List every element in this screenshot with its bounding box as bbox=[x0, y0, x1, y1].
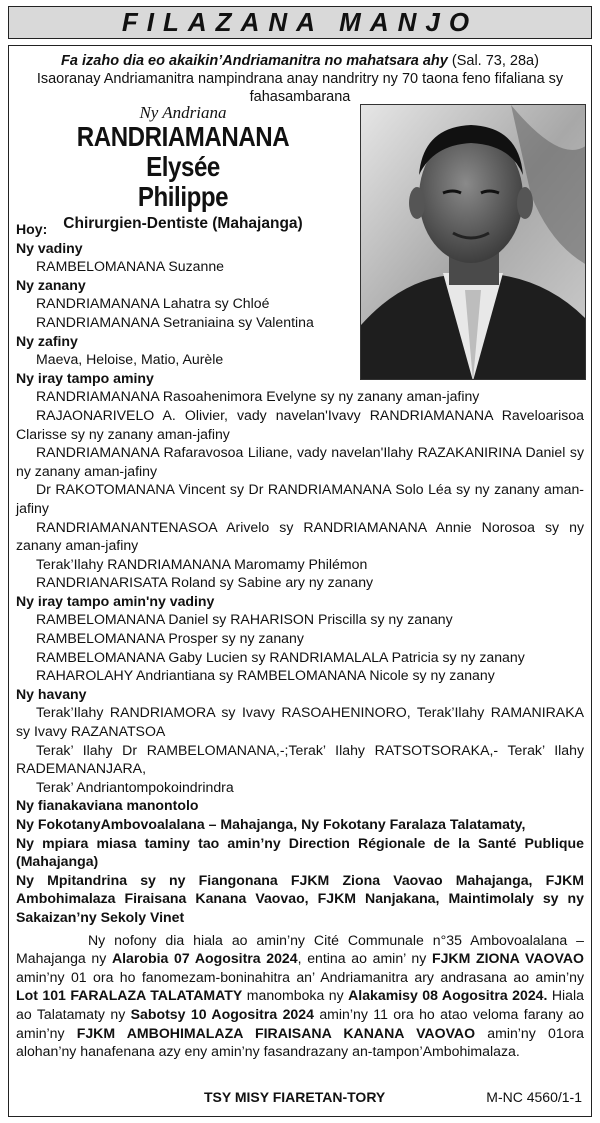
list-item: RAHAROLAHY Andriantiana sy RAMBELOMANANA Nicole sy ny zanany bbox=[36, 667, 495, 684]
havany-heading: Ny havany bbox=[16, 685, 87, 702]
funeral-text: Ny nofony dia hiala ao amin’ny Cité Communale n°35 Ambovoalalana – Mahajanga ny bbox=[16, 931, 584, 967]
footer bbox=[14, 1089, 586, 1109]
funeral-text: Hiala ao Talatamaty ny bbox=[16, 987, 584, 1022]
list-item: Dr RAKOTOMANANA Vincent sy Dr RANDRIAMANANA Solo Léa sy ny zanany aman-jafiny bbox=[16, 481, 584, 516]
reference-code: M-NC 4560/1-1 bbox=[486, 1089, 582, 1105]
list-item: RAJAONARIVELO A. Olivier, vady navelan'Ivavy RANDRIAMANANA Raveloarisoa Clarisse sy ny zanany aman-jafiny bbox=[16, 406, 584, 442]
funeral-text: amin’ny 01ora alohan’ny hanafenana azy eny amin’ny fasandrazany an-tampon’Ambohimalaza. bbox=[16, 1024, 585, 1060]
intro: Hoy: bbox=[16, 221, 48, 237]
header-banner bbox=[8, 6, 592, 39]
funeral-text: amin’ny 11 ora ho atao veloma farany ao amin’ny bbox=[16, 1005, 585, 1041]
funeral-text: manomboka ny bbox=[242, 987, 349, 1004]
other-mourner: Ny mpiara miasa taminy tao amin’ny Direction Régionale de la Santé Publique (Mahajanga) bbox=[16, 834, 584, 870]
funeral-details bbox=[16, 931, 584, 1061]
verse-block bbox=[14, 52, 586, 106]
list-item: RANDRIAMANANA Rasoahenimora Evelyne sy ny zanany aman-jafiny bbox=[36, 388, 480, 405]
verse-quote: Fa izaho dia eo akaikin’Andriamanitra no mahatsara ahy bbox=[61, 53, 448, 69]
funeral-date-2: Alakamisy 08 Aogositra 2024. bbox=[348, 987, 548, 1004]
list-item: Maeva, Heloise, Matio, Aurèle bbox=[36, 351, 224, 368]
funeral-text: , entina ao amin’ ny bbox=[297, 950, 432, 967]
zanany-heading: Ny zanany bbox=[16, 276, 86, 293]
fianakaviana: Ny fianakaviana manontolo bbox=[16, 797, 199, 814]
verse-reference: (Sal. 73, 28a) bbox=[451, 53, 539, 69]
zafiny-heading: Ny zafiny bbox=[16, 332, 78, 349]
funeral-lot: Lot 101 FARALAZA TALATAMATY bbox=[16, 987, 243, 1004]
list-item: Terak’Ilahy RANDRIAMANANA Maromamy Philémon bbox=[36, 555, 368, 572]
list-item: RANDRIAMANANTENASOA Arivelo sy RANDRIAMANANA Annie Norosoa sy ny zanany aman-jafiny bbox=[16, 518, 584, 554]
other-mourner: Ny Mpitandrina sy ny Fiangonana FJKM Ziona Vaovao Mahajanga, FJKM Ambohimalaza Firaisana Kanana Vaovao, FJKM Nanjakana, Maintimolaly sy ny Sakaizan’ny Sekoly Vinet bbox=[16, 871, 584, 925]
verse-line bbox=[14, 52, 586, 70]
funeral-date-1: Alarobia 07 Aogositra 2024 bbox=[111, 950, 298, 967]
deceased-title bbox=[14, 104, 352, 234]
list-item: RANDRIAMANANA Setraniaina sy Valentina bbox=[36, 313, 314, 330]
list-item: RAMBELOMANANA Suzanne bbox=[36, 258, 224, 275]
funeral-date-3: Sabotsy 10 Aogositra 2024 bbox=[130, 1005, 314, 1022]
list-item: RANDRIANARISATA Roland sy Sabine ary ny zanany bbox=[36, 574, 374, 591]
announcement: Isaoranay Andriamanitra nampindrana anay nandritry ny 70 taona feno fifaliana sy fahasambarana bbox=[36, 71, 564, 105]
vady-heading: Ny vadiny bbox=[16, 239, 83, 256]
profession: Chirurgien-Dentiste (Mahajanga) bbox=[63, 215, 303, 232]
list-item: RANDRIAMANANA Lahatra sy Chloé bbox=[36, 295, 270, 312]
list-item: Terak’ Ilahy Dr RAMBELOMANANA,-;Terak’ Ilahy RATSOTSORAKA,- Terak’ Ilahy RADEMANANJARA, bbox=[16, 741, 584, 777]
funeral-church-2: FJKM AMBOHIMALAZA FIRAISANA KANANA VAOVAO bbox=[76, 1024, 476, 1041]
iray-tampo-heading: Ny iray tampo aminy bbox=[16, 369, 154, 386]
deceased-name-line1: RANDRIAMANANA Elysée bbox=[76, 121, 290, 182]
list-item: Terak’ Andriantompokoindrindra bbox=[36, 778, 234, 795]
funeral-text: amin’ny 01 ora ho fanomezam-boninahitra an’ Andriamanitra ary andrasana ao amin’ny bbox=[16, 968, 584, 985]
deceased-name-line2: Philippe bbox=[137, 181, 229, 212]
iray-tampo-vady-heading: Ny iray tampo amin'ny vadiny bbox=[16, 592, 215, 609]
list-item: RAMBELOMANANA Gaby Lucien sy RANDRIAMALALA Patricia sy ny zanany bbox=[36, 648, 525, 665]
funeral-church-1: FJKM ZIONA VAOVAO bbox=[431, 950, 584, 967]
notice-body bbox=[16, 220, 584, 1061]
list-item: RAMBELOMANANA Prosper sy ny zanany bbox=[36, 630, 304, 647]
other-mourner: Ny FokotanyAmbovoalalana – Mahajanga, Ny Fokotany Faralaza Talatamaty, bbox=[16, 816, 526, 832]
honorific: Ny Andriana bbox=[139, 103, 227, 122]
list-item: RANDRIAMANANA Rafaravosoa Liliane, vady navelan'Ilahy RAZAKANIRINA Daniel sy ny zanany aman-jafiny bbox=[16, 444, 584, 479]
closing-note: TSY MISY FIARETAN-TORY bbox=[204, 1089, 386, 1105]
list-item: RAMBELOMANANA Daniel sy RAHARISON Priscilla sy ny zanany bbox=[36, 611, 453, 628]
header-title: FILAZANA MANJO bbox=[121, 7, 479, 37]
list-item: Terak’Ilahy RANDRIAMORA sy Ivavy RASOAHENINORO, Terak’Ilahy RAMANIRAKA sy Ivavy RAZANATSOA bbox=[16, 704, 584, 740]
